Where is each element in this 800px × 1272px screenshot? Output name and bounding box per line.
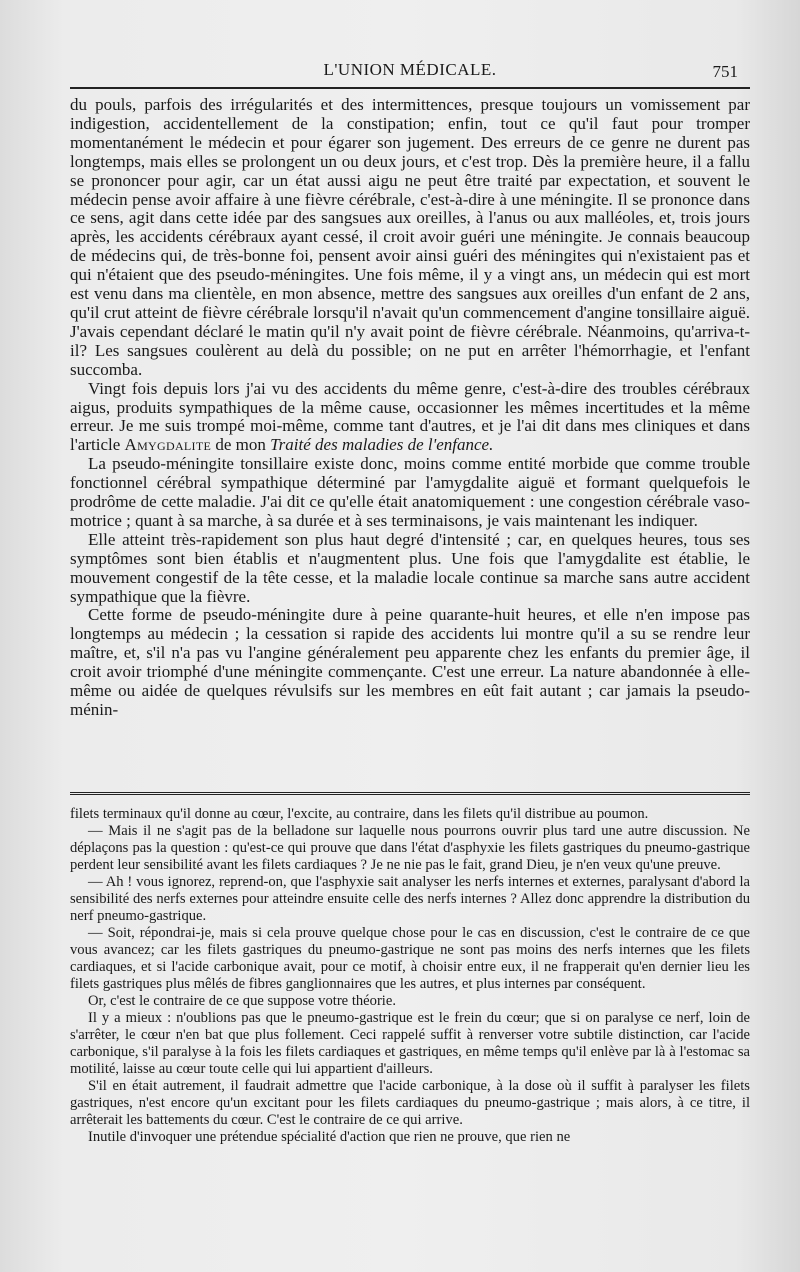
page-number: 751 [712,62,738,81]
paragraph-3: La pseudo-méningite tonsillaire existe donc, moins comme entité morbide que comme trouble fonctionnel cérébral sympathique déterminé par l'amygdalite aiguë et formant quelquefois le prodrôme de cette maladie. J'ai dit ce qu'elle était anatomiquement : une congestion cérébrale vaso-motrice ; quant à sa marche, à sa durée et à ses terminaisons, je vais maintenant les indiquer. [70,454,750,530]
book-title-italic: Traité des maladies de l'enfance. [270,435,494,455]
paragraph-2-middle: de mon [215,435,266,455]
main-text [70,96,750,720]
footnote-8: Inutile d'invoquer une prétendue spécialité d'action que rien ne prouve, que rien ne [88,1129,571,1145]
footnote-2: — Mais il ne s'agit pas de la belladone sur laquelle nous pourrons ouvrir plus tard une autre discussion. Ne déplaçons pas la question : qu'est-ce qui prouve que dans l'état d'asphyxie les filets gastriques du pneumo-gastrique perdent leur sensibilité avant les filets cardiaques ? Je ne nie pas le fait, grand Dieu, je n'en veux qu'une preuve. [70,823,750,873]
paragraph-2-text: Vingt fois depuis lors j'ai vu des accidents du même genre, c'est-à-dire des troubles cérébraux aigus, produits sympathiques de la même cause, occasionner les mêmes incertitudes et la même erreur. Je me suis trompé moi-même, comme tant d'autres, et je l'ai dit dans mes cliniques et dans l'article [70,378,750,455]
header-rule [70,87,750,89]
footnote-3: — Ah ! vous ignorez, reprend-on, que l'asphyxie sait analyser les nerfs internes et externes, paralysant d'abord la sensibilité des nerfs externes pour atteindre ensuite celle des nerfs internes ? Allez donc apprendre la distribution du nerf pneumo-gastrique. [70,874,750,924]
footnote-1: filets terminaux qu'il donne au cœur, l'excite, au contraire, dans les filets qu'il distribue au poumon. [70,806,649,822]
footnote-5: Or, c'est le contraire de ce que suppose votre théorie. [88,993,396,1009]
paragraph-2 [70,380,750,456]
footnotes [70,806,750,1146]
footnote-separator [70,792,750,795]
footnote-4: — Soit, répondrai-je, mais si cela prouve quelque chose pour le cas en discussion, c'est le contraire de ce que vous avancez; car les filets gastriques du pneumo-gastrique ne sont pas moins des nerfs internes que les filets cardiaques, et si l'acide carbonique avait, pour ce motif, à choisir entre eux, il ne frapperait qu'en dernier lieu les filets gastriques plus mêlés de fibres ganglionnaires que les autres, et plus internes par conséquent. [70,925,750,992]
page-header [70,56,750,86]
paragraph-5: Cette forme de pseudo-méningite dure à peine quarante-huit heures, et elle n'en impose pas longtemps au médecin ; la cessation si rapide des accidents lui montre qu'il a su se rendre leur maître, et, s'il n'a pas vu l'angine généralement peu apparente chez les enfants du premier âge, il croit avoir triomphé d'une méningite commençante. C'est une erreur. La nature abandonnée à elle-même ou aidée de quelques révulsifs sur les membres en eût fait autant ; car jamais la pseudo-ménin- [70,605,750,719]
article-title-smallcaps: Amygdalite [124,435,212,455]
paragraph-1: du pouls, parfois des irrégularités et des intermittences, presque toujours un vomissement par indigestion, accidentellement de la constipation; enfin, tout ce qu'il faut pour tromper momentanément le médecin et pour égarer son jugement. Des erreurs de ce genre ne durent pas longtemps, mais elles se prolongent un ou deux jours, et c'est trop. Dès la première heure, il a fallu se prononcer pour agir, car un état aussi aigu ne peut être traité par expectation, et souvent le médecin pense avoir affaire à une fièvre cérébrale, c'est-à-dire à une méningite. Il se prononce dans ce sens, agit dans cette idée par des sangsues aux oreilles, à l'anus ou aux malléoles, et, trois jours après, les accidents cérébraux ayant cessé, il croit avoir guéri une méningite. Je connais beaucoup de médecins qui, de très-bonne foi, pensent avoir ainsi guéri des méningites qui n'existaient pas et qui n'étaient que des pseudo-méningites. Une fois même, il y a vingt ans, un médecin qui est mort est venu dans ma clientèle, en mon absence, mettre des sangsues aux oreilles d'un enfant de 2 ans, qu'il crut atteint de fièvre cérébrale lorsqu'il n'avait qu'un commencement d'angine tonsillaire aiguë. J'avais cependant déclaré le matin qu'il n'y avait point de fièvre cérébrale. Néanmoins, qu'arriva-t-il? Les sangsues coulèrent au delà du possible; on ne put en arrêter l'hémorrhagie, et l'enfant succomba. [70,95,750,379]
running-title: L'UNION MÉDICALE. [323,60,497,79]
paragraph-4: Elle atteint très-rapidement son plus haut degré d'intensité ; car, en quelques heures, tous ses symptômes sont bien établis et n'augmentent plus. Une fois que l'amygdalite est établie, le mouvement congestif de la tête cesse, et la maladie locale continue sa marche sans autre accident sympathique que la fièvre. [70,529,750,606]
footnote-7: S'il en était autrement, il faudrait admettre que l'acide carbonique, à la dose où il suffit à paralyser les filets gastriques, n'est encore qu'un excitant pour les filets cardiaques du pneumo-gastrique ; mais alors, à ce titre, il arrêterait les battements du cœur. C'est le contraire de ce qui arrive. [70,1078,750,1128]
footnote-6: Il y a mieux : n'oublions pas que le pneumo-gastrique est le frein du cœur; que si on paralyse ce nerf, loin de s'arrêter, le cœur n'en bat que plus follement. Ceci rappelé suffit à renverser votre subtile distinction, car l'acide carbonique, s'il paralyse à la fois les filets cardiaques et gastriques, en même temps qu'il enlève par là à l'estomac sa motilité, laisse au cœur toute celle qui lui appartient d'ailleurs. [70,1010,750,1077]
